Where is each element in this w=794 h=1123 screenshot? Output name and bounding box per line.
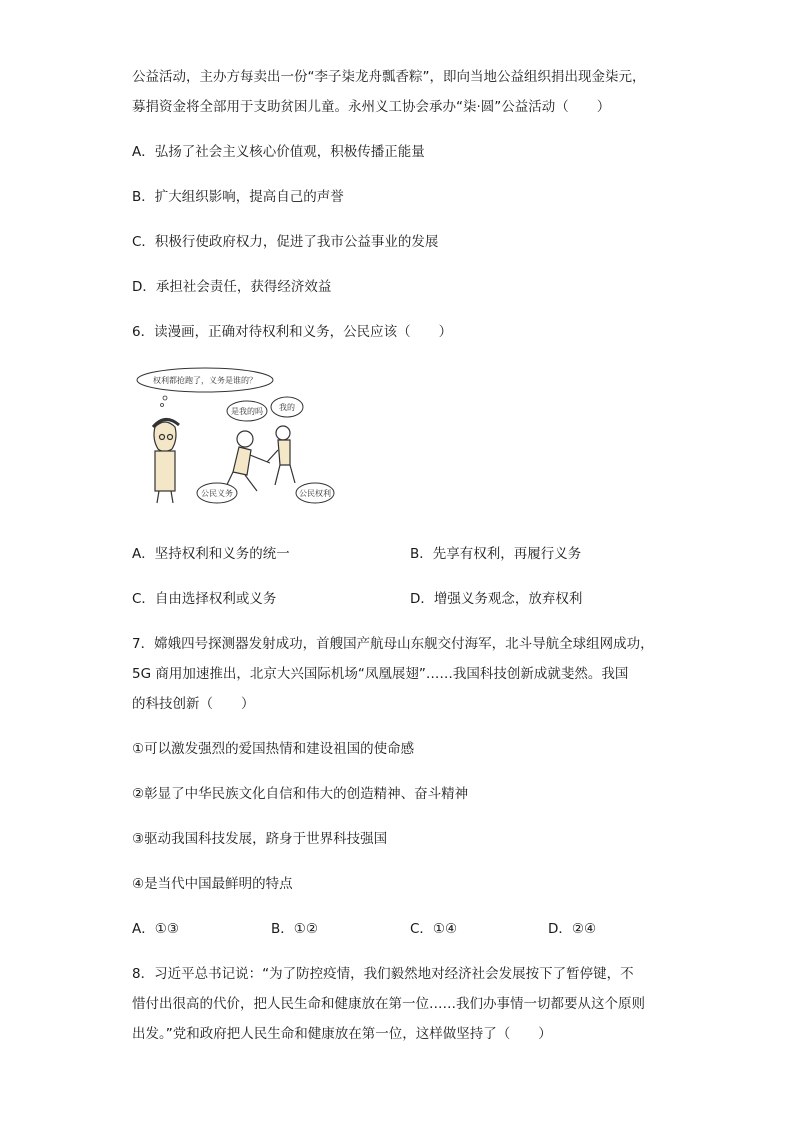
q6-stem	[132, 322, 452, 342]
q8-stem-line3	[132, 1024, 552, 1044]
q5-stem-close: ）	[596, 99, 611, 115]
q7-stem-line3	[132, 694, 255, 714]
q7-option-d: D．②④	[548, 921, 597, 937]
q8-stem-close: ）	[538, 1026, 552, 1042]
q7-option-c: C．①④	[410, 921, 458, 937]
q7-stem-text: 的科技创新（	[132, 696, 213, 712]
cartoon-bubble-top-text: 权利都抢跑了，义务是谁的？	[153, 376, 257, 385]
q6-cartoon	[135, 365, 335, 515]
q6-option-a: A．坚持权利和义务的统一	[132, 546, 290, 562]
q8-stem-line1: 8．习近平总书记说：“为了防控疫情，我们毅然地对经济社会发展按下了暂停键，不	[132, 966, 634, 982]
q7-statement-3: ③驱动我国科技发展，跻身于世界科技强国	[132, 831, 388, 847]
q6-stem-close: ）	[438, 324, 453, 340]
q6-option-b: B．先享有权利，再履行义务	[410, 546, 582, 562]
q8-stem-text: 出发。”党和政府把人民生命和健康放在第一位，这样做坚持了（	[132, 1026, 511, 1042]
q7-statement-1: ①可以激发强烈的爱国热情和建设祖国的使命感	[132, 741, 415, 757]
q7-option-a: A．①③	[132, 921, 179, 937]
cartoon-bubble-left-text: 是我的吗	[231, 407, 263, 416]
q5-option-a: A．弘扬了社会主义核心价值观，积极传播正能量	[132, 144, 425, 160]
q5-stem-text: 募捐资金将全部用于支助贫困儿童。永州义工协会承办“柒·圆”公益活动（	[132, 99, 569, 115]
q6-option-c: C．自由选择权利或义务	[132, 591, 277, 607]
q7-stem-line1: 7．嫦娥四号探测器发射成功，首艘国产航母山东舰交付海军，北斗导航全球组网成功，	[132, 636, 654, 652]
q5-stem-line1: 公益活动，主办方每卖出一份“李子柒龙舟瓢香粽”，即向当地公益组织捐出现金柒元，	[132, 69, 646, 85]
q7-stem-line2: 5G 商用加速推出，北京大兴国际机场“凤凰展翅”……我国科技创新成就斐然。我国	[132, 666, 629, 682]
q7-option-b: B．①②	[271, 921, 318, 937]
q5-stem-line2	[132, 97, 610, 117]
cartoon-running-figures	[223, 426, 295, 493]
q7-stem-close: ）	[241, 696, 255, 712]
q7-statement-4: ④是当代中国最鲜明的特点	[132, 876, 293, 892]
q6-stem-text: 6．读漫画，正确对待权利和义务，公民应该（	[132, 324, 411, 340]
cartoon-label-right-text: 公民权利	[299, 489, 331, 498]
cartoon-bubble-right-text: 我的	[279, 403, 295, 412]
q7-statement-2: ②彰显了中华民族文化自信和伟大的创造精神、奋斗精神	[132, 786, 469, 802]
q5-option-b: B．扩大组织影响，提高自己的声誉	[132, 189, 344, 205]
q5-option-c: C．积极行使政府权力，促进了我市公益事业的发展	[132, 234, 439, 250]
q5-option-d: D．承担社会责任，获得经济效益	[132, 279, 332, 295]
cartoon-label-obligation-text: 公民义务	[201, 489, 233, 498]
q8-stem-line2: 惜付出很高的代价，把人民生命和健康放在第一位……我们办事情一切都要从这个原则	[132, 996, 645, 1012]
q6-option-d: D．增强义务观念，放弃权利	[410, 591, 583, 607]
cartoon-observer-figure	[153, 419, 179, 503]
